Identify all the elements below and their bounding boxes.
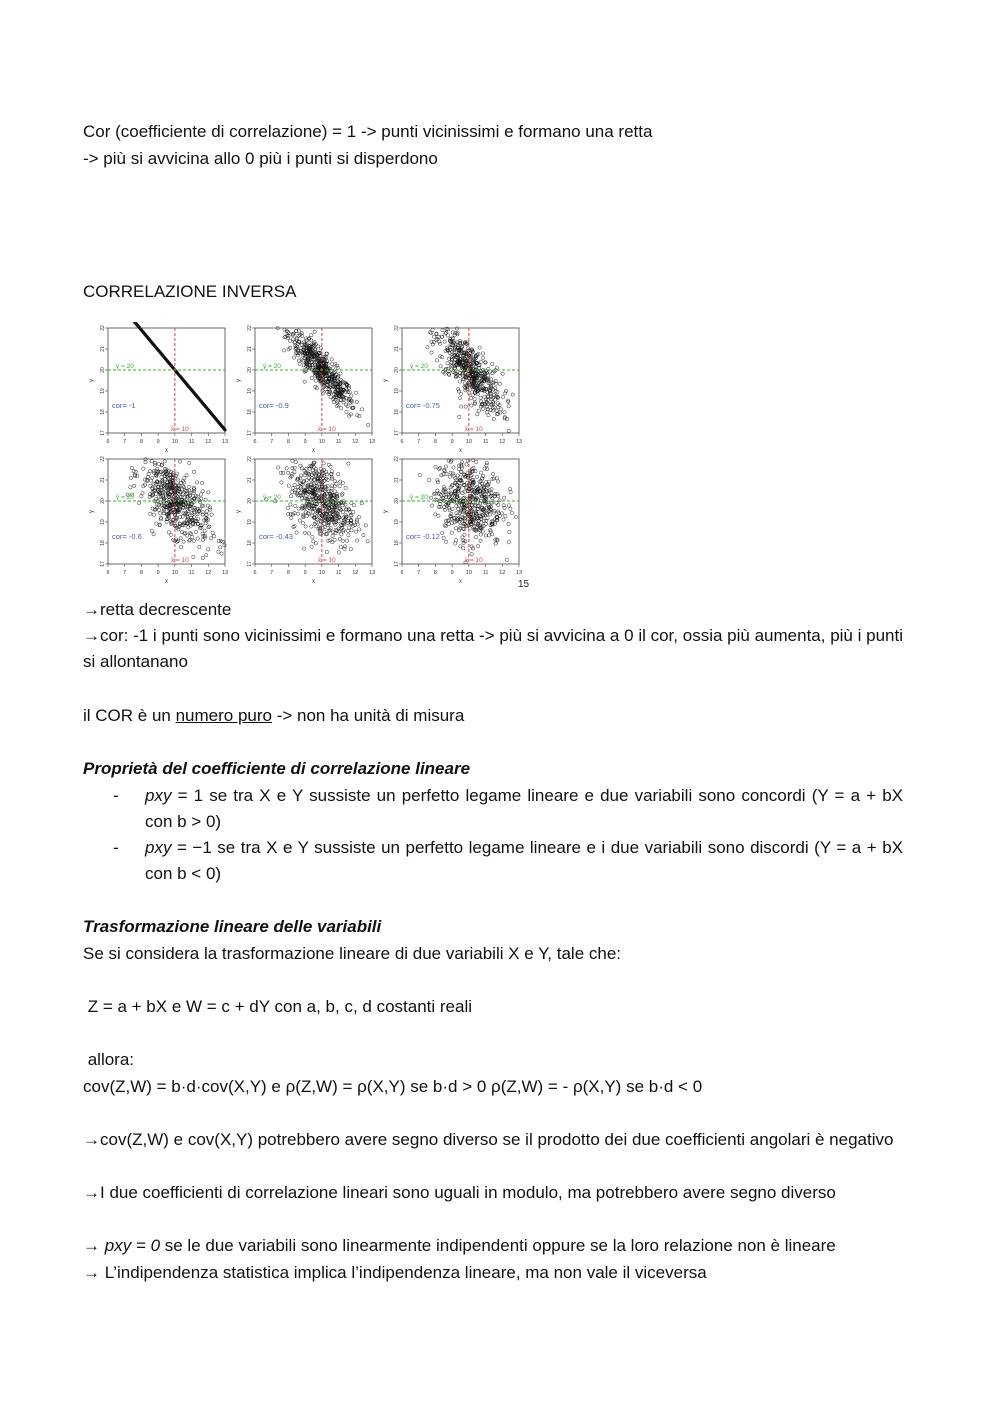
figure-page-number: 15	[518, 579, 530, 590]
y-tick-label: 19	[247, 388, 253, 394]
transform-line-7-arrow: →	[83, 1236, 105, 1255]
note-pure-number-post: -> non ha unità di misura	[271, 706, 465, 725]
plot-frame	[108, 328, 225, 433]
y-axis-label: y	[383, 510, 389, 513]
y-tick-label: 18	[247, 540, 253, 546]
y-axis-label: y	[383, 379, 389, 382]
x-tick-label: 12	[205, 439, 212, 445]
y-tick-label: 22	[100, 456, 106, 462]
x-tick-label: 9	[450, 439, 454, 445]
property-symbol: pxy	[145, 786, 172, 805]
x-tick-label: 8	[433, 570, 437, 576]
y-tick-label: 19	[394, 388, 400, 394]
x-tick-label: 8	[433, 439, 437, 445]
x-tick-label: 8	[286, 570, 290, 576]
x-axis-label: x	[165, 448, 168, 454]
transform-line-7-symbol: pxy = 0	[104, 1236, 161, 1255]
properties-title: Proprietà del coefficiente di correlazione lineare	[83, 759, 471, 778]
x-tick-label: 6	[106, 570, 110, 576]
property-text: = −1 se tra X e Y sussiste un perfetto legame lineare e i due variabili sono discordi (Y = a + bX con b < 0)	[145, 838, 903, 883]
cor-label: cor= -1	[112, 400, 136, 410]
x-tick-label: 7	[270, 439, 274, 445]
mean-x-label: x̄ = 10	[464, 426, 483, 433]
y-tick-label: 22	[247, 325, 253, 331]
x-tick-label: 8	[139, 439, 143, 445]
mean-y-label: ȳ = 20	[410, 363, 428, 370]
x-tick-label: 8	[286, 439, 290, 445]
y-tick-label: 17	[100, 561, 106, 567]
x-tick-label: 7	[417, 570, 421, 576]
transform-line-1: Se si considera la trasformazione lineare di due variabili X e Y, tale che:	[83, 944, 622, 963]
x-tick-label: 11	[482, 570, 489, 576]
y-tick-label: 20	[100, 498, 106, 504]
cor-label: cor= -0.12	[406, 531, 440, 541]
x-tick-label: 6	[106, 439, 110, 445]
property-text: = 1 se tra X e Y sussiste un perfetto legame lineare e due variabili sono concordi (Y = a + bX con b > 0)	[145, 786, 903, 831]
y-tick-label: 22	[100, 325, 106, 331]
x-axis-label: x	[165, 579, 168, 585]
y-tick-label: 22	[247, 456, 253, 462]
x-tick-label: 9	[303, 439, 307, 445]
x-tick-label: 11	[188, 570, 195, 576]
x-tick-label: 10	[171, 439, 178, 445]
y-tick-label: 21	[100, 477, 106, 483]
x-tick-label: 10	[318, 570, 325, 576]
x-tick-label: 13	[368, 439, 376, 445]
section-title: CORRELAZIONE INVERSA	[83, 282, 297, 301]
note-decreasing-line: →retta decrescente	[83, 600, 232, 619]
y-tick-label: 18	[394, 409, 400, 415]
mean-x-label: x̄ = 10	[317, 557, 336, 564]
x-tick-label: 13	[515, 439, 523, 445]
x-axis-label: x	[459, 579, 462, 585]
y-tick-label: 17	[247, 561, 253, 567]
x-tick-label: 7	[270, 570, 274, 576]
scatter-panel	[89, 456, 228, 585]
transform-title: Trasformazione lineare delle variabili	[83, 917, 382, 936]
transform-line-7-text: se le due variabili sono linearmente indipendenti oppure se la loro relazione non è lineare	[160, 1236, 836, 1255]
y-tick-label: 18	[394, 540, 400, 546]
x-tick-label: 13	[221, 439, 229, 445]
x-tick-label: 10	[318, 439, 325, 445]
x-tick-label: 6	[253, 439, 257, 445]
mean-x-label: x̄ = 10	[317, 426, 336, 433]
x-tick-label: 12	[352, 570, 359, 576]
x-axis-label: x	[459, 448, 462, 454]
x-tick-label: 12	[499, 570, 506, 576]
y-tick-label: 21	[394, 477, 400, 483]
y-tick-label: 20	[247, 498, 253, 504]
scatter-panel	[236, 325, 375, 454]
mean-y-label: ȳ = 20	[263, 494, 281, 501]
x-tick-label: 11	[335, 570, 342, 576]
scatter-panel	[236, 456, 375, 585]
transform-line-4: cov(Z,W) = b·d·cov(X,Y) e ρ(Z,W) = ρ(X,Y) se b·d > 0 ρ(Z,W) = - ρ(X,Y) se b·d < 0	[83, 1077, 703, 1096]
scatter-panel	[383, 456, 522, 585]
scatter-panel	[89, 322, 228, 454]
transform-line-7	[83, 1233, 836, 1259]
y-tick-label: 20	[394, 367, 400, 373]
y-tick-label: 21	[247, 346, 253, 352]
mean-y-label: ȳ = 20	[410, 494, 428, 501]
y-tick-label: 18	[100, 540, 106, 546]
transform-line-8: → L’indipendenza statistica implica l’indipendenza lineare, ma non vale il viceversa	[83, 1263, 707, 1282]
cor-label: cor= -0.43	[259, 531, 293, 541]
x-tick-label: 7	[417, 439, 421, 445]
mean-x-label: x̄ = 10	[170, 557, 189, 564]
y-tick-label: 18	[100, 409, 106, 415]
y-tick-label: 17	[100, 430, 106, 436]
x-tick-label: 6	[400, 439, 404, 445]
property-bullet: -	[113, 786, 119, 805]
x-tick-label: 12	[499, 439, 506, 445]
mean-x-label: x̄ = 10	[464, 557, 483, 564]
x-tick-label: 9	[156, 570, 160, 576]
note-pure-number-underlined: numero puro	[175, 706, 272, 725]
x-axis-label: x	[312, 448, 315, 454]
property-item-2	[145, 835, 903, 887]
property-symbol: pxy	[145, 838, 172, 857]
x-tick-label: 11	[482, 439, 489, 445]
cor-label: cor= -0.9	[259, 400, 289, 410]
x-tick-label: 6	[253, 570, 257, 576]
x-tick-label: 11	[335, 439, 342, 445]
y-tick-label: 19	[100, 388, 106, 394]
y-axis-label: y	[236, 379, 242, 382]
y-axis-label: y	[236, 510, 242, 513]
note-pure-number	[83, 703, 464, 729]
y-tick-label: 17	[247, 430, 253, 436]
x-tick-label: 11	[188, 439, 195, 445]
y-tick-label: 19	[394, 519, 400, 525]
correlation-scatter-grid	[86, 322, 536, 590]
y-tick-label: 20	[100, 367, 106, 373]
transform-line-3: allora:	[83, 1050, 135, 1069]
cor-label: cor= -0.75	[406, 400, 440, 410]
transform-line-6: →I due coefficienti di correlazione lineari sono uguali in modulo, ma potrebbero avere segno diverso	[83, 1183, 836, 1202]
y-tick-label: 19	[247, 519, 253, 525]
mean-y-label: ȳ = 20	[116, 363, 134, 370]
x-tick-label: 9	[303, 570, 307, 576]
intro-line-2: -> più si avvicina allo 0 più i punti si disperdono	[83, 149, 438, 168]
y-tick-label: 21	[247, 477, 253, 483]
property-bullet: -	[113, 838, 119, 857]
y-tick-label: 22	[394, 456, 400, 462]
x-tick-label: 10	[465, 439, 472, 445]
x-tick-label: 13	[368, 570, 376, 576]
x-tick-label: 12	[205, 570, 212, 576]
y-tick-label: 17	[394, 430, 400, 436]
transform-line-5: →cov(Z,W) e cov(X,Y) potrebbero avere segno diverso se il prodotto dei due coefficienti angolari è negativo	[83, 1130, 894, 1149]
x-tick-label: 8	[139, 570, 143, 576]
scatter-panel	[383, 325, 522, 454]
mean-x-label: x̄ = 10	[170, 426, 189, 433]
y-tick-label: 22	[394, 325, 400, 331]
transform-line-2: Z = a + bX e W = c + dY con a, b, c, d costanti reali	[83, 997, 472, 1016]
mean-y-label: ȳ = 20	[116, 494, 134, 501]
mean-y-label: ȳ = 20	[263, 363, 281, 370]
x-tick-label: 9	[450, 570, 454, 576]
x-tick-label: 13	[515, 570, 523, 576]
x-tick-label: 13	[221, 570, 229, 576]
x-tick-label: 7	[123, 570, 127, 576]
y-axis-label: y	[89, 379, 95, 382]
x-tick-label: 7	[123, 439, 127, 445]
x-tick-label: 9	[156, 439, 160, 445]
y-tick-label: 19	[100, 519, 106, 525]
note-pure-number-pre: il COR è un	[83, 706, 176, 725]
x-tick-label: 6	[400, 570, 404, 576]
cor-label: cor= -0.6	[112, 531, 142, 541]
y-tick-label: 18	[247, 409, 253, 415]
y-tick-label: 21	[100, 346, 106, 352]
y-tick-label: 20	[394, 498, 400, 504]
y-tick-label: 17	[394, 561, 400, 567]
intro-line-1: Cor (coefficiente di correlazione) = 1 -> punti vicinissimi e formano una retta	[83, 122, 653, 141]
x-tick-label: 12	[352, 439, 359, 445]
x-axis-label: x	[312, 579, 315, 585]
x-tick-label: 10	[171, 570, 178, 576]
plot-frame	[402, 328, 519, 433]
y-axis-label: y	[89, 510, 95, 513]
x-tick-label: 10	[465, 570, 472, 576]
y-tick-label: 21	[394, 346, 400, 352]
note-cor-explanation: →cor: -1 i punti sono vicinissimi e formano una retta -> più si avvicina a 0 il cor, ossia più aumenta, più i punti si allontanano	[83, 626, 903, 671]
y-tick-label: 20	[247, 367, 253, 373]
property-item-1	[145, 783, 903, 835]
